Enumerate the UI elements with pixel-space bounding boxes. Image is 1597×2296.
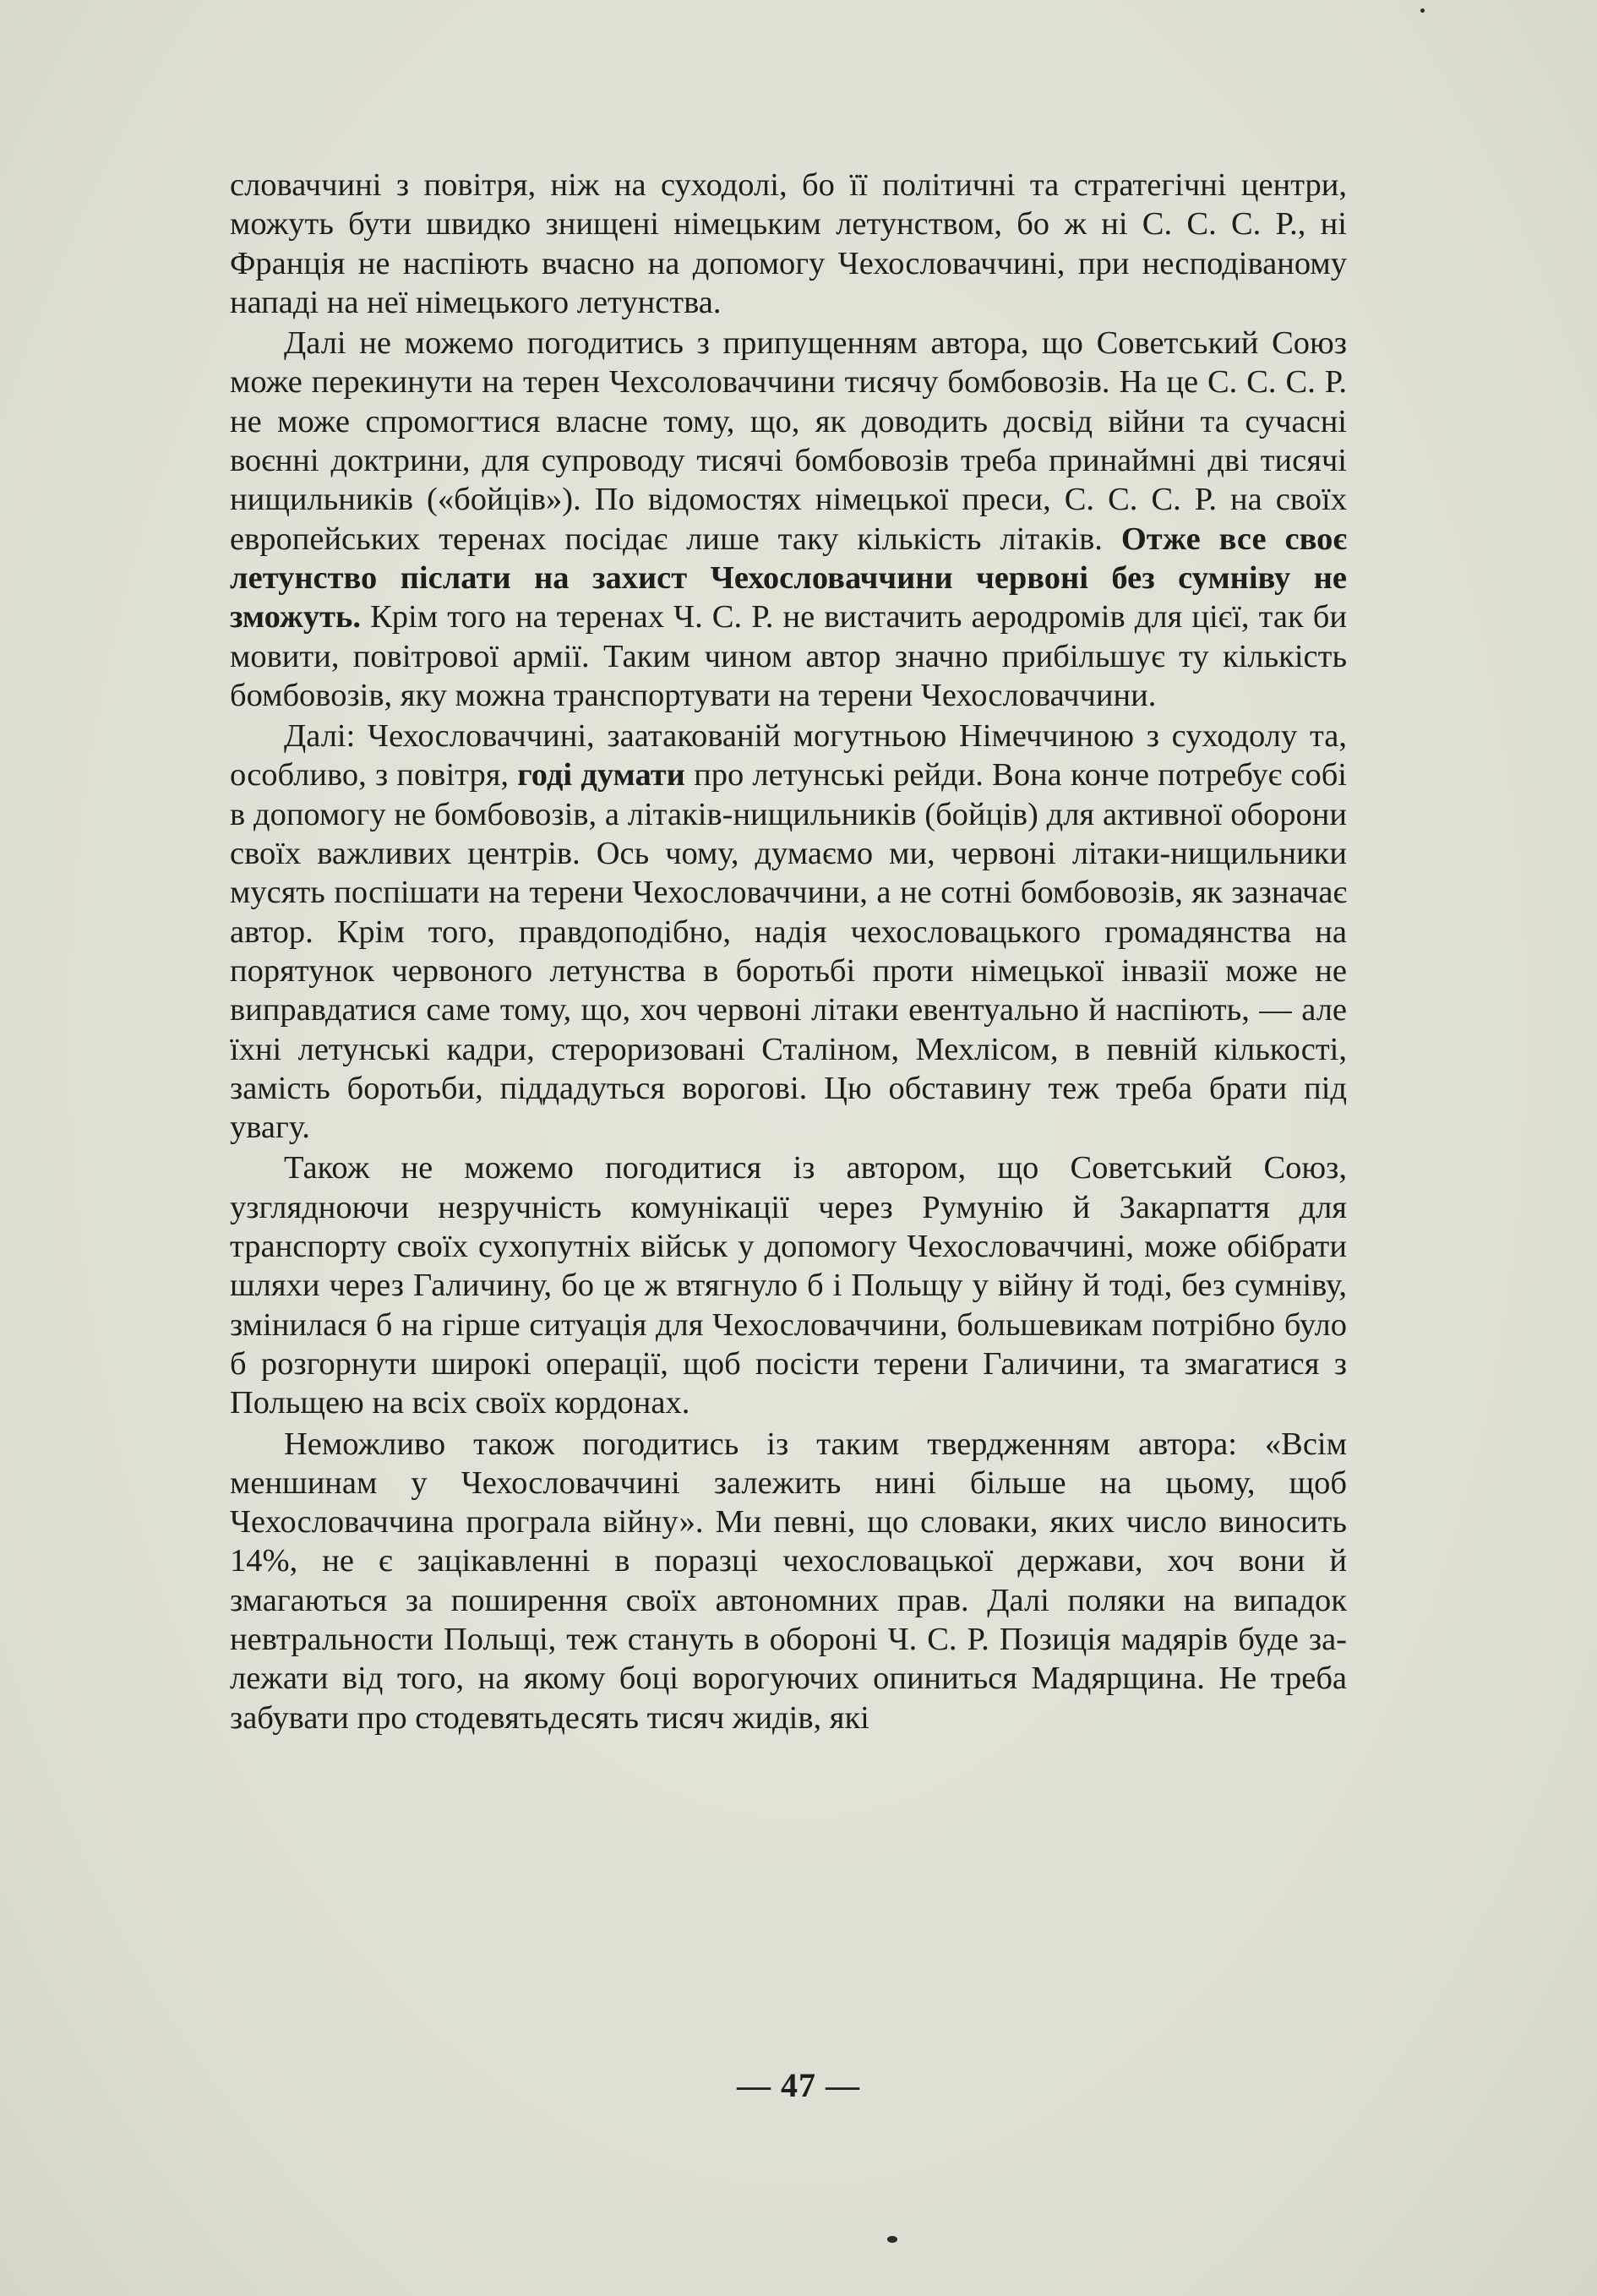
paragraph-3-text-b: про летунські рейди. Вона конче потребує собі в допомогу не бомбовозів, а літаків-нищильників (бойців) для активної оборони своїх важливих центрів. Ось чому, думаємо ми, червоні літаки-нищильники мусять поспішати на терени Чехословаччини, а не сотні бомбовозів, як зазначає автор. Крім того, правдоподібно, надія чехословацького громадянства на порятунок червоного летунства в боротьбі проти німецької інвазії може не виправдатися саме тому, що, хоч червоні літаки евентуально й наспіють, — але їхні летунські кадри, стероризовані Сталіном, Мехлісом, в певній кількості, замість боротьби, піддадуться ворогові. Цю обставину теж треба брати під увагу. [230,757,1347,1146]
paragraph-1 [230,166,1347,322]
paragraph-3 [230,717,1347,1147]
paragraph-5 [230,1425,1347,1737]
paragraph-4-text: Також не можемо погодитися із автором, що Советський Союз, узглядноючи незручність комунікації через Румунію й Закарпаття для транспорту своїх сухопутніх військ у допомогу Чехословаччині, може обібрати шляхи через Галичину, бо це ж втягнуло б і Польщу у війну й тоді, без сумніву, змінилася б на гірше ситуація для Чехословаччини, большевикам потрібно було б розгорнути широкі операції, щоб посісти терени Галичини, та змагатися з Польщею на всіх своїх кордонах. [230,1150,1347,1421]
paragraph-3-text-a: Далі: Чехословаччині, заатакованій могутньою Німеччиною з суходолу та, особливо, з повітря, [230,718,1347,794]
paragraph-2-text-b: Крім того на теренах Ч. С. Р. не вистачить аеродромів для цієї, так би мовити, повітрової армії. Таким чином автор значно прибільшує ту кількість бомбовозів, яку можна транспортувати на терени Чехословаччини. [230,599,1347,713]
ink-speck [887,2236,897,2243]
paragraph-1-text: словаччині з повітря, ніж на суходолі, бо її політичні та стратегічні центри, можуть бути швидко знищені німецьким летунством, бо ж ні С. С. С. Р., ні Франція не наспіють вчасно на допомогу Чехословаччині, при несподіваному нападі на неї німецького летунства. [230,167,1347,320]
ink-speck [1420,8,1425,13]
paragraph-2-text-a: Далі не можемо погодитись з припущенням автора, що Советський Союз може перекинути на терен Чехсоловаччини тисячу бомбовозів. На це С. С. С. Р. не може спромогтися власне тому, що, як доводить досвід війни та сучасні воєнні доктрини, для супроводу тисячі бомбовозів треба принаймні дві тисячі нищильників («бойців»). По відомостях німецької преси, С. С. С. Р. на своїх европейських теренах посідає лише таку кількість літаків. [230,325,1347,557]
paragraph-3-bold-text: годі думати [517,757,685,794]
page-number: — 47 — [737,2066,860,2104]
paragraph-4 [230,1148,1347,1422]
body-text [230,166,1347,1737]
paragraph-2 [230,324,1347,715]
paragraph-2-bold-text: Отже все своє летунство післати на захист Чехословаччини червоні без сумніву не зможуть. [230,521,1347,635]
paragraph-5-text: Неможливо також погодитись із таким твердженням автора: «Всім меншинам у Чехословаччині залежить нині більше на цьому, щоб Чехословаччина програла війну». Ми певні, що словаки, яких число виносить 14%, не є зацікавленні в поразці чехословацької держави, хоч вони й змагаються за поширення своїх автономних прав. Далі поляки на випадок невтральности Польщі, теж стануть в обороні Ч. С. Р. Позиція мадярів буде залежати від того, на якому боці ворогуючих опиниться Мадярщина. Не треба забувати про стодевятьдесять тисяч жидів, які [230,1426,1347,1736]
